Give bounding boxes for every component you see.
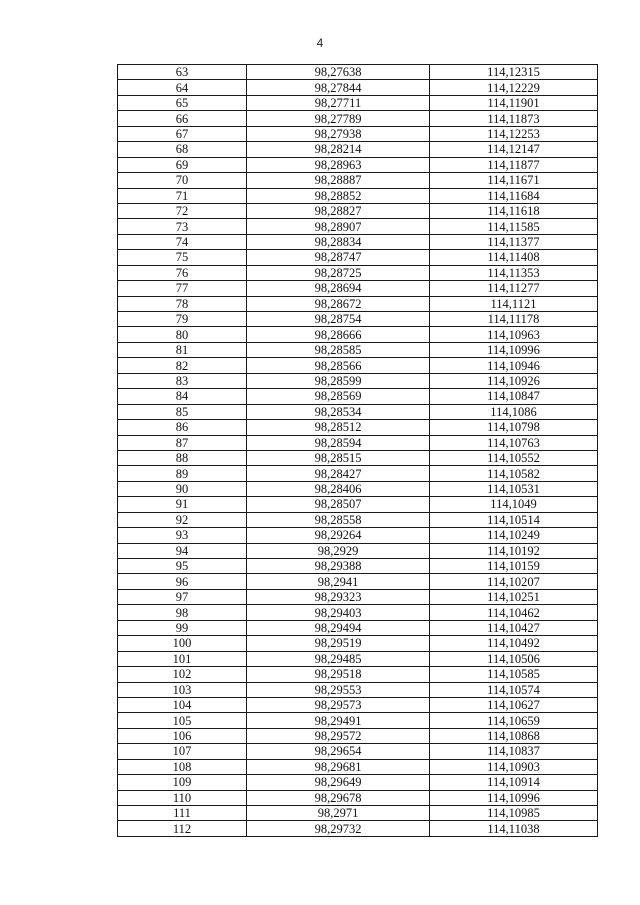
coordinate-y-cell: 114,10914 xyxy=(430,775,598,790)
point-number-cell: 77 xyxy=(118,281,247,296)
point-number-cell: 75 xyxy=(118,250,247,265)
point-number-cell: 76 xyxy=(118,265,247,280)
coordinate-y-cell: 114,10462 xyxy=(430,605,598,620)
point-number-cell: 81 xyxy=(118,342,247,357)
coordinate-x-cell: 98,29732 xyxy=(247,821,430,836)
coordinate-x-cell: 98,27938 xyxy=(247,126,430,141)
coordinate-x-cell: 98,29264 xyxy=(247,528,430,543)
coordinate-x-cell: 98,28406 xyxy=(247,481,430,496)
point-number-cell: 97 xyxy=(118,589,247,604)
table-row xyxy=(118,342,598,357)
coordinate-y-cell: 114,11277 xyxy=(430,281,598,296)
point-number-cell: 106 xyxy=(118,728,247,743)
table-row xyxy=(118,697,598,712)
coordinate-x-cell: 98,28566 xyxy=(247,358,430,373)
coordinate-y-cell: 114,10868 xyxy=(430,728,598,743)
coordinate-y-cell: 114,11877 xyxy=(430,157,598,172)
coordinate-y-cell: 114,11901 xyxy=(430,95,598,110)
table-row xyxy=(118,327,598,342)
coordinate-y-cell: 114,10903 xyxy=(430,759,598,774)
coordinate-y-cell: 114,10159 xyxy=(430,559,598,574)
table-row xyxy=(118,620,598,635)
coordinate-x-cell: 98,28852 xyxy=(247,188,430,203)
coordinate-y-cell: 114,10552 xyxy=(430,450,598,465)
point-number-cell: 80 xyxy=(118,327,247,342)
coordinate-y-cell: 114,10514 xyxy=(430,512,598,527)
coordinate-y-cell: 114,11684 xyxy=(430,188,598,203)
table-row xyxy=(118,281,598,296)
point-number-cell: 86 xyxy=(118,420,247,435)
coordinate-x-cell: 98,27638 xyxy=(247,65,430,80)
table-row xyxy=(118,682,598,697)
point-number-cell: 64 xyxy=(118,80,247,95)
coordinate-y-cell: 114,11178 xyxy=(430,312,598,327)
coordinate-y-cell: 114,12229 xyxy=(430,80,598,95)
point-number-cell: 83 xyxy=(118,373,247,388)
coordinate-x-cell: 98,29518 xyxy=(247,667,430,682)
point-number-cell: 100 xyxy=(118,636,247,651)
table-row xyxy=(118,420,598,435)
coordinate-y-cell: 114,10627 xyxy=(430,697,598,712)
coordinate-y-cell: 114,11353 xyxy=(430,265,598,280)
table-row xyxy=(118,450,598,465)
coordinate-x-cell: 98,28585 xyxy=(247,342,430,357)
coordinate-y-cell: 114,10798 xyxy=(430,420,598,435)
coordinate-y-cell: 114,10585 xyxy=(430,667,598,682)
coordinate-y-cell: 114,10763 xyxy=(430,435,598,450)
coordinate-x-cell: 98,28887 xyxy=(247,173,430,188)
table-row xyxy=(118,111,598,126)
table-row xyxy=(118,142,598,157)
coordinate-y-cell: 114,10249 xyxy=(430,528,598,543)
coordinate-x-cell: 98,28512 xyxy=(247,420,430,435)
coordinate-x-cell: 98,28672 xyxy=(247,296,430,311)
coordinate-x-cell: 98,28834 xyxy=(247,234,430,249)
coordinate-x-cell: 98,28594 xyxy=(247,435,430,450)
coordinate-y-cell: 114,12253 xyxy=(430,126,598,141)
point-number-cell: 70 xyxy=(118,173,247,188)
point-number-cell: 94 xyxy=(118,543,247,558)
coordinate-y-cell: 114,10847 xyxy=(430,389,598,404)
coordinate-x-cell: 98,29388 xyxy=(247,559,430,574)
table-row xyxy=(118,574,598,589)
table-row xyxy=(118,759,598,774)
coordinate-x-cell: 98,2971 xyxy=(247,806,430,821)
coordinate-x-cell: 98,29681 xyxy=(247,759,430,774)
coordinate-y-cell: 114,11671 xyxy=(430,173,598,188)
table-row xyxy=(118,605,598,620)
table-row xyxy=(118,497,598,512)
table-row xyxy=(118,744,598,759)
table-row xyxy=(118,528,598,543)
table-row xyxy=(118,173,598,188)
table-row xyxy=(118,389,598,404)
coordinate-x-cell: 98,2929 xyxy=(247,543,430,558)
coordinate-y-cell: 114,10946 xyxy=(430,358,598,373)
table-row xyxy=(118,790,598,805)
table-row xyxy=(118,821,598,836)
point-number-cell: 90 xyxy=(118,481,247,496)
coordinate-y-cell: 114,10492 xyxy=(430,636,598,651)
point-number-cell: 74 xyxy=(118,234,247,249)
coordinate-x-cell: 98,28214 xyxy=(247,142,430,157)
point-number-cell: 72 xyxy=(118,203,247,218)
point-number-cell: 85 xyxy=(118,404,247,419)
point-number-cell: 71 xyxy=(118,188,247,203)
point-number-cell: 84 xyxy=(118,389,247,404)
coordinate-y-cell: 114,11618 xyxy=(430,203,598,218)
point-number-cell: 95 xyxy=(118,559,247,574)
point-number-cell: 78 xyxy=(118,296,247,311)
coordinate-y-cell: 114,10963 xyxy=(430,327,598,342)
coordinate-y-cell: 114,10531 xyxy=(430,481,598,496)
table-row xyxy=(118,312,598,327)
coordinate-y-cell: 114,11408 xyxy=(430,250,598,265)
coordinate-y-cell: 114,11873 xyxy=(430,111,598,126)
coordinate-x-cell: 98,28827 xyxy=(247,203,430,218)
coordinate-x-cell: 98,28427 xyxy=(247,466,430,481)
point-number-cell: 92 xyxy=(118,512,247,527)
coordinate-x-cell: 98,29323 xyxy=(247,589,430,604)
coordinate-y-cell: 114,11377 xyxy=(430,234,598,249)
point-number-cell: 99 xyxy=(118,620,247,635)
coordinate-x-cell: 98,29491 xyxy=(247,713,430,728)
table-row xyxy=(118,543,598,558)
point-number-cell: 69 xyxy=(118,157,247,172)
point-number-cell: 109 xyxy=(118,775,247,790)
table-row xyxy=(118,713,598,728)
point-number-cell: 107 xyxy=(118,744,247,759)
coordinate-x-cell: 98,27711 xyxy=(247,95,430,110)
point-number-cell: 96 xyxy=(118,574,247,589)
point-number-cell: 82 xyxy=(118,358,247,373)
table-row xyxy=(118,559,598,574)
coordinate-y-cell: 114,10574 xyxy=(430,682,598,697)
table-row xyxy=(118,203,598,218)
table-row xyxy=(118,65,598,80)
coordinate-y-cell: 114,12147 xyxy=(430,142,598,157)
coordinates-table xyxy=(117,64,598,837)
point-number-cell: 98 xyxy=(118,605,247,620)
coordinate-x-cell: 98,28569 xyxy=(247,389,430,404)
table-row xyxy=(118,404,598,419)
coordinate-y-cell: 114,1121 xyxy=(430,296,598,311)
coordinate-x-cell: 98,29519 xyxy=(247,636,430,651)
table-row xyxy=(118,250,598,265)
point-number-cell: 108 xyxy=(118,759,247,774)
coordinate-x-cell: 98,29485 xyxy=(247,651,430,666)
table-row xyxy=(118,296,598,311)
point-number-cell: 68 xyxy=(118,142,247,157)
coordinate-x-cell: 98,29654 xyxy=(247,744,430,759)
coordinate-x-cell: 98,28666 xyxy=(247,327,430,342)
point-number-cell: 87 xyxy=(118,435,247,450)
point-number-cell: 93 xyxy=(118,528,247,543)
coordinate-y-cell: 114,10926 xyxy=(430,373,598,388)
point-number-cell: 110 xyxy=(118,790,247,805)
table-row xyxy=(118,95,598,110)
coordinate-x-cell: 98,29649 xyxy=(247,775,430,790)
table-row xyxy=(118,589,598,604)
point-number-cell: 79 xyxy=(118,312,247,327)
table-row xyxy=(118,234,598,249)
coordinate-x-cell: 98,28963 xyxy=(247,157,430,172)
coordinate-x-cell: 98,28725 xyxy=(247,265,430,280)
point-number-cell: 103 xyxy=(118,682,247,697)
table-row xyxy=(118,806,598,821)
table-row xyxy=(118,481,598,496)
coordinate-x-cell: 98,27844 xyxy=(247,80,430,95)
point-number-cell: 112 xyxy=(118,821,247,836)
point-number-cell: 63 xyxy=(118,65,247,80)
point-number-cell: 88 xyxy=(118,450,247,465)
coordinate-x-cell: 98,29494 xyxy=(247,620,430,635)
point-number-cell: 102 xyxy=(118,667,247,682)
table-row xyxy=(118,667,598,682)
coordinate-y-cell: 114,10985 xyxy=(430,806,598,821)
point-number-cell: 104 xyxy=(118,697,247,712)
point-number-cell: 105 xyxy=(118,713,247,728)
coordinate-x-cell: 98,28534 xyxy=(247,404,430,419)
coordinate-x-cell: 98,28694 xyxy=(247,281,430,296)
coordinate-x-cell: 98,29573 xyxy=(247,697,430,712)
point-number-cell: 73 xyxy=(118,219,247,234)
table-row xyxy=(118,157,598,172)
coordinate-x-cell: 98,28599 xyxy=(247,373,430,388)
table-row xyxy=(118,728,598,743)
coordinate-x-cell: 98,28515 xyxy=(247,450,430,465)
coordinate-x-cell: 98,28558 xyxy=(247,512,430,527)
point-number-cell: 111 xyxy=(118,806,247,821)
coordinate-x-cell: 98,2941 xyxy=(247,574,430,589)
coordinate-x-cell: 98,29403 xyxy=(247,605,430,620)
table-row xyxy=(118,636,598,651)
table-row xyxy=(118,188,598,203)
point-number-cell: 91 xyxy=(118,497,247,512)
coordinate-y-cell: 114,10192 xyxy=(430,543,598,558)
coordinate-y-cell: 114,10996 xyxy=(430,342,598,357)
coordinate-x-cell: 98,27789 xyxy=(247,111,430,126)
coordinate-y-cell: 114,10427 xyxy=(430,620,598,635)
point-number-cell: 66 xyxy=(118,111,247,126)
table-row xyxy=(118,358,598,373)
coordinate-x-cell: 98,28507 xyxy=(247,497,430,512)
coordinate-y-cell: 114,11585 xyxy=(430,219,598,234)
coordinate-x-cell: 98,28747 xyxy=(247,250,430,265)
coordinate-y-cell: 114,10506 xyxy=(430,651,598,666)
table-row xyxy=(118,80,598,95)
point-number-cell: 101 xyxy=(118,651,247,666)
coordinate-x-cell: 98,29572 xyxy=(247,728,430,743)
table-row xyxy=(118,219,598,234)
point-number-cell: 65 xyxy=(118,95,247,110)
coordinate-y-cell: 114,11038 xyxy=(430,821,598,836)
coordinate-x-cell: 98,28907 xyxy=(247,219,430,234)
table-row xyxy=(118,651,598,666)
coordinate-x-cell: 98,28754 xyxy=(247,312,430,327)
table-row xyxy=(118,512,598,527)
coordinate-y-cell: 114,10582 xyxy=(430,466,598,481)
table-row xyxy=(118,373,598,388)
coordinate-y-cell: 114,10251 xyxy=(430,589,598,604)
coordinate-y-cell: 114,12315 xyxy=(430,65,598,80)
table-row xyxy=(118,775,598,790)
coordinates-table-body xyxy=(118,65,598,837)
point-number-cell: 89 xyxy=(118,466,247,481)
coordinate-x-cell: 98,29678 xyxy=(247,790,430,805)
table-row xyxy=(118,265,598,280)
table-row xyxy=(118,466,598,481)
coordinate-y-cell: 114,1049 xyxy=(430,497,598,512)
coordinate-x-cell: 98,29553 xyxy=(247,682,430,697)
coordinate-y-cell: 114,10659 xyxy=(430,713,598,728)
table-row xyxy=(118,126,598,141)
table-row xyxy=(118,435,598,450)
coordinate-y-cell: 114,10837 xyxy=(430,744,598,759)
coordinate-y-cell: 114,10207 xyxy=(430,574,598,589)
point-number-cell: 67 xyxy=(118,126,247,141)
coordinate-y-cell: 114,10996 xyxy=(430,790,598,805)
coordinate-y-cell: 114,1086 xyxy=(430,404,598,419)
page-number: 4 xyxy=(316,36,324,50)
